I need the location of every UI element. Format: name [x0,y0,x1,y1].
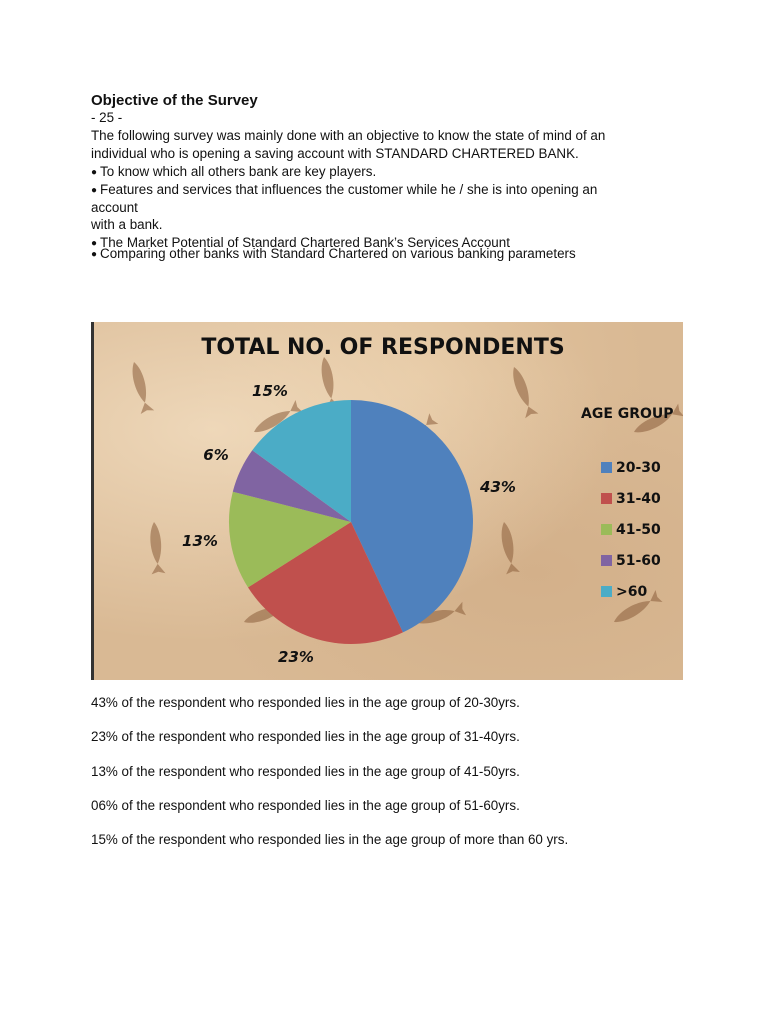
document-title: Objective of the Survey [91,92,258,109]
legend-entry: 20-30 [616,460,661,476]
bullet-item-4 [91,246,576,261]
page-marker: - 25 - [91,110,123,125]
bullet-item-1 [91,164,376,179]
legend-swatch [601,586,612,597]
data-label: 43% [480,478,516,496]
data-label: 13% [182,532,218,550]
fossil-fish-icon [147,521,165,574]
legend-entry: 51-60 [616,553,661,569]
legend-title: AGE GROUP [581,406,674,422]
finding-1: 43% of the respondent who responded lies in the age group of 20-30yrs. [91,695,520,710]
bullet-icon: ● [91,238,98,249]
pie-chart [91,322,683,680]
fossil-fish-icon [127,360,154,414]
bullet-text: To know which all others bank are key players. [100,164,377,179]
bullet-text: Comparing other banks with Standard Chartered on various banking parameters [100,246,576,261]
fossil-fish-icon [497,521,520,575]
finding-2: 23% of the respondent who responded lies in the age group of 31-40yrs. [91,729,520,744]
bullet-icon: ● [91,167,98,178]
legend-swatch [601,555,612,566]
pie-chart-svg [94,322,683,680]
finding-5: 15% of the respondent who responded lies in the age group of more than 60 yrs. [91,832,569,847]
legend-entry: >60 [616,584,648,600]
intro-line-2: individual who is opening a saving account with STANDARD CHARTERED BANK. [91,146,579,161]
chart-title: TOTAL NO. OF RESPONDENTS [201,335,565,360]
fossil-fish-icon [507,365,538,419]
bullet-icon: ● [91,185,98,196]
intro-line-1: The following survey was mainly done with an objective to know the state of mind of an [91,128,606,143]
bullet-item-2-continuation-1: account [91,200,138,215]
bullet-item-2-continuation-2: with a bank. [91,217,163,232]
bullet-item-2 [91,182,597,197]
bullet-icon: ● [91,249,98,260]
bullet-text: The Market Potential of Standard Chartered Bank’s Services Account [100,235,510,250]
legend-entry: 41-50 [616,522,661,538]
finding-3: 13% of the respondent who responded lies in the age group of 41-50yrs. [91,764,520,779]
data-label: 23% [278,648,314,666]
legend-swatch [601,524,612,535]
finding-4: 06% of the respondent who responded lies in the age group of 51-60yrs. [91,798,520,813]
legend-swatch [601,493,612,504]
legend-swatch [601,462,612,473]
bullet-text: Features and services that influences the customer while he / she is into opening an [100,182,598,197]
data-label: 15% [252,382,288,400]
data-label: 6% [203,446,229,464]
legend-entry: 31-40 [616,491,661,507]
